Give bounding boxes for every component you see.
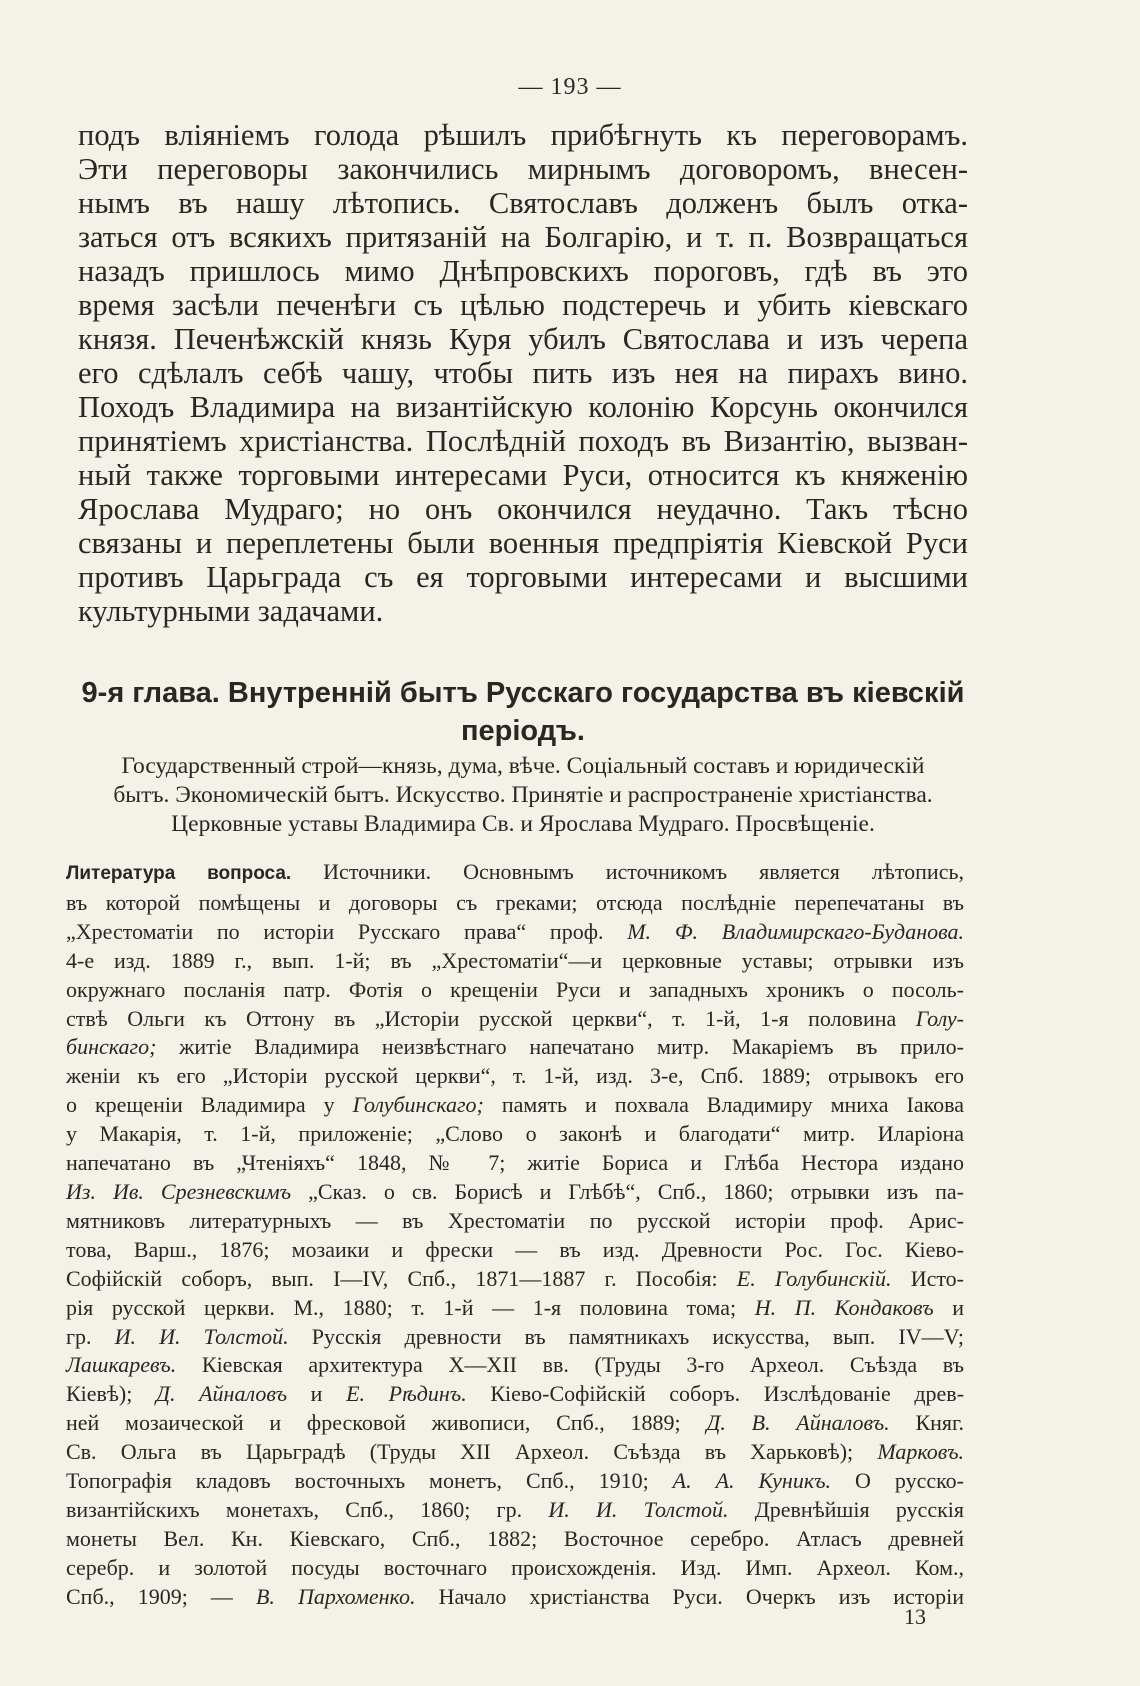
author-name: Е. Рѣдинъ. (346, 1381, 467, 1407)
text-line: его сдѣлалъ себѣ чашу, чтобы пить изъ нея на пирахъ вино. (78, 356, 968, 390)
author-name: И. И. Толстой. (114, 1323, 289, 1349)
summary-line: Государственный строй—князь, дума, вѣче. Соціальный составъ и юридическій (121, 753, 925, 779)
text-line: культурными задачами. (78, 594, 384, 628)
author-name: Лашкаревъ. (66, 1352, 177, 1378)
lit-line: Из. Ив. Срезневскимъ „Сказ. о св. Борисѣ и Глѣбѣ“, Спб., 1860; отрывки изъ па- (66, 1178, 965, 1204)
lit-line: ней мозаической и фресковой живописи, Спб., 1889; Д. В. Айналовъ. Княг. (66, 1410, 965, 1436)
author-name: Д. В. Айналовъ. (706, 1410, 890, 1436)
lit-line: бинскаго; житіе Владимира неизвѣстнаго напечатано митр. Макаріемъ въ прило- (66, 1034, 964, 1060)
lit-line: окружнаго посланія патр. Фотія о крещеніи Руси и западныхъ хроникъ о посоль- (66, 976, 964, 1002)
lit-line: Литература вопроса. Источники. Основнымъ источникомъ является лѣтопись, (66, 859, 964, 884)
lit-line: женіи къ его „Исторіи русской церкви“, т. 1-й, изд. 3-е, Спб. 1889; отрывокъ его (66, 1063, 964, 1089)
text-line: князя. Печенѣжскій князь Куря убилъ Святослава и изъ черепа (78, 322, 968, 356)
author-name: И. И. Толстой. (548, 1496, 729, 1522)
lit-line: това, Варш., 1876; мозаики и фрески — въ изд. Древности Рос. Гос. Кіево- (66, 1236, 964, 1262)
lit-line: о крещеніи Владимира у Голубинскаго; память и похвала Владимиру мниха Іакова (66, 1092, 965, 1118)
text-line: подъ вліяніемъ голода рѣшилъ прибѣгнуть къ переговорамъ. (78, 118, 968, 152)
summary-line: Церковные уставы Владимира Св. и Ярослава Мудраго. Просвѣщеніе. (171, 811, 875, 837)
lit-line: Лашкаревъ. Кіевская архитектура X—XII вв. (Труды 3-го Археол. Съѣзда въ (66, 1352, 965, 1378)
text-line: связаны и переплетены были военныя предпріятія Кіевской Руси (78, 526, 968, 560)
text-line: заться отъ всякихъ притязаній на Болгарію, и т. п. Возвращаться (78, 220, 968, 254)
lit-line: рія русской церкви. М., 1880; т. 1-й — 1-я половина тома; Н. П. Кондаковъ и (66, 1294, 965, 1320)
text-line: время засѣли печенѣги съ цѣлью подстеречь и убить кіевскаго (78, 288, 968, 322)
lit-line: монеты Вел. Кн. Кіевскаго, Спб., 1882; Восточное серебро. Атласъ древней (66, 1525, 964, 1551)
lit-line: серебр. и золотой посуды восточнаго происхожденія. Изд. Имп. Археол. Ком., (66, 1554, 964, 1580)
chapter-title-line: періодъ. (461, 715, 585, 747)
lit-line: византійскихъ монетахъ, Спб., 1860; гр. И. И. Толстой. Древнѣйшія русскія (66, 1496, 964, 1522)
text-line: принятіемъ христіанства. Послѣдній походъ въ Византію, вызван- (78, 424, 968, 458)
author-name: Из. Ив. Срезневскимъ (66, 1178, 292, 1204)
lit-line: въ которой помѣщены и договоры съ греками; отсюда послѣдніе перепечатаны въ (66, 889, 964, 915)
lit-line: напечатано въ „Чтеніяхъ“ 1848, № 7; житіе Бориса и Глѣба Нестора издано (66, 1150, 964, 1176)
author-name: Н. П. Кондаковъ (754, 1294, 934, 1320)
lit-line: 4-е изд. 1889 г., вып. 1-й; въ „Хрестоматіи“—и церковные уставы; отрывки изъ (66, 947, 964, 973)
author-name: бинскаго; (66, 1034, 157, 1060)
summary-line: бытъ. Экономическій бытъ. Искусство. Принятіе и распространеніе христіанства. (113, 782, 933, 808)
literature-label: Литература вопроса. (66, 863, 292, 884)
printer-signature-mark: 13 (904, 1604, 926, 1629)
author-name: Голу- (915, 1005, 964, 1031)
page-number: — 193 — (518, 74, 622, 100)
literature-section (66, 858, 964, 1612)
author-name: В. Пархоменко. (255, 1583, 416, 1609)
main-paragraph (78, 118, 968, 628)
lit-line: у Макарія, т. 1-й, приложеніе; „Слово о законѣ и благодати“ митр. Иларіона (66, 1121, 964, 1147)
chapter-summary (74, 752, 972, 839)
text-line: ный также торговыми интересами Руси, относится къ княженію (78, 458, 968, 492)
text-line: назадъ пришлось мимо Днѣпровскихъ пороговъ, гдѣ въ это (78, 254, 968, 288)
lit-line: Спб., 1909; — В. Пархоменко. Начало христіанства Руси. Очеркъ изъ исторіи (66, 1583, 965, 1609)
lit-line: ствѣ Ольги къ Оттону въ „Исторіи русской церкви“, т. 1-й, 1-я половина Голу- (66, 1005, 964, 1031)
lit-line: „Хрестоматіи по исторіи Русскаго права“ проф. М. Ф. Владимирскаго-Буданова. (66, 918, 965, 944)
text-line: Ярослава Мудраго; но онъ окончился неудачно. Такъ тѣсно (78, 492, 968, 526)
author-name: М. Ф. Владимирскаго-Буданова. (627, 918, 965, 944)
text-line: нымъ въ нашу лѣтопись. Святославъ долженъ былъ отка- (78, 186, 968, 220)
author-name: А. А. Куникъ. (672, 1468, 832, 1494)
lit-line: Софійскій соборъ, вып. I—IV, Спб., 1871—1887 г. Пособія: Е. Голубинскій. Исто- (66, 1265, 965, 1291)
lit-line: Св. Ольга въ Царьградѣ (Труды XII Археол. Съѣзда въ Харьковѣ); Марковъ. (66, 1439, 964, 1465)
chapter-title (78, 674, 968, 750)
lit-line: мятниковъ литературныхъ — въ Хрестоматіи по русской исторіи проф. Арис- (66, 1207, 964, 1233)
author-name: Е. Голубинскій. (736, 1265, 892, 1291)
author-name: Марковъ. (877, 1439, 964, 1465)
lit-line: Кіевѣ); Д. Айналовъ и Е. Рѣдинъ. Кіево-Софійскій соборъ. Изслѣдованіе древ- (66, 1381, 965, 1407)
lit-line: гр. И. И. Толстой. Русскія древности въ памятникахъ искусства, вып. IV—V; (66, 1323, 965, 1349)
author-name: Д. Айналовъ (155, 1381, 287, 1407)
text-line: противъ Царьграда съ ея торговыми интересами и высшими (78, 560, 968, 594)
text-line: Походъ Владимира на византійскую колонію Корсунь окончился (78, 390, 968, 424)
lit-line: Топографія кладовъ восточныхъ монетъ, Спб., 1910; А. А. Куникъ. О русско- (66, 1468, 964, 1494)
chapter-title-line: 9-я глава. Внутренній бытъ Русскаго государства въ кіевскій (81, 677, 965, 709)
author-name: Голубинскаго; (352, 1092, 484, 1118)
text-line: Эти переговоры закончились мирнымъ договоромъ, внесен- (78, 152, 968, 186)
